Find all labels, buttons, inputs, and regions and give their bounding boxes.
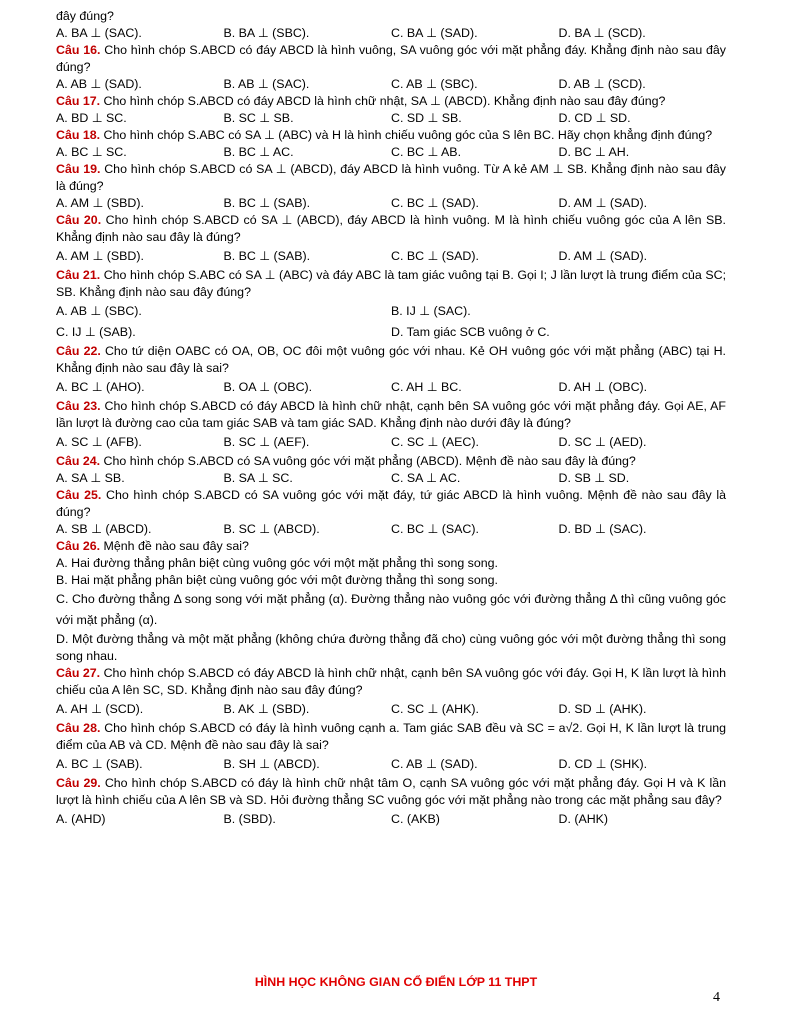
answer-options xyxy=(56,25,726,42)
option-c: C. SC ⊥ (AHK). xyxy=(391,702,479,716)
answer-options xyxy=(56,432,726,453)
option-c: C. BA ⊥ (SAD). xyxy=(391,26,478,40)
option-b: B. OA ⊥ (OBC). xyxy=(223,380,313,394)
question-text: Mệnh đề nào sau đây sai? xyxy=(103,539,249,553)
option-d: D. AB ⊥ (SCD). xyxy=(558,77,646,91)
option-c: C. BC ⊥ (SAC). xyxy=(391,522,479,536)
answer-options xyxy=(56,110,726,127)
question-18 xyxy=(56,127,726,144)
question-27 xyxy=(56,665,726,699)
answer-options xyxy=(56,699,726,720)
answer-options xyxy=(56,301,726,322)
statement-d: D. Một đường thẳng và một mặt phẳng (không chứa đường thẳng đã cho) cùng vuông góc với một đường thẳng thì song song nhau. xyxy=(56,632,726,663)
option-c: C. AB ⊥ (SAD). xyxy=(391,757,478,771)
option-c: C. AB ⊥ (SBC). xyxy=(391,77,478,91)
question-label: Câu 20. xyxy=(56,213,102,227)
statement-b: B. Hai mặt phẳng phân biệt cùng vuông góc với một đường thẳng thì song song. xyxy=(56,573,498,587)
option-d: D. AM ⊥ (SAD). xyxy=(558,196,648,210)
option-d: D. AM ⊥ (SAD). xyxy=(558,249,648,263)
option-a: A. AH ⊥ (SCD). xyxy=(56,702,144,716)
question-label: Câu 29. xyxy=(56,776,101,790)
question-label: Câu 25. xyxy=(56,488,102,502)
option-a: A. SB ⊥ (ABCD). xyxy=(56,522,152,536)
statement-a: A. Hai đường thẳng phân biệt cùng vuông góc với một mặt phẳng thì song song. xyxy=(56,556,498,570)
answer-options xyxy=(56,144,726,161)
answer-options xyxy=(56,246,726,267)
option-a: A. SA ⊥ SB. xyxy=(56,471,125,485)
question-23 xyxy=(56,398,726,432)
question-text: Cho hình chóp S.ABC có SA ⊥ (ABC) và H là hình chiếu vuông góc của S lên BC. Hãy chọn khẳng định đúng? xyxy=(103,128,713,142)
question-label: Câu 24. xyxy=(56,454,101,468)
question-19 xyxy=(56,161,726,195)
question-text: Cho hình chóp S.ABCD có SA ⊥ (ABCD), đáy ABCD là hình vuông. M là hình chiếu vuông góc của A lên SB. Khẳng định nào sau đây là đúng? xyxy=(56,213,726,244)
option-b: B. SA ⊥ SC. xyxy=(223,471,293,485)
footer-title: HÌNH HỌC KHÔNG GIAN CỔ ĐIỂN LỚP 11 THPT xyxy=(254,975,538,989)
question-text: Cho hình chóp S.ABCD có SA vuông góc với mặt phẳng (ABCD). Mệnh đề nào sau đây là đúng? xyxy=(103,454,636,468)
question-21 xyxy=(56,267,726,301)
question-label: Câu 16. xyxy=(56,43,101,57)
question-text: Cho hình chóp S.ABCD có đáy ABCD là hình chữ nhật, cạnh bên SA vuông góc với mặt phẳng đáy. Gọi AE, AF lần lượt là đường cao của tam giác SAB và tam giác SAD. Khẳng định nào dưới đây là đúng? xyxy=(56,399,726,430)
option-c: C. BC ⊥ (SAD). xyxy=(391,249,479,263)
option-d: D. (AHK) xyxy=(558,812,609,826)
page-number: 4 xyxy=(713,990,720,1005)
option-a: A. BC ⊥ (AHO). xyxy=(56,380,145,394)
option-d: D. SD ⊥ (AHK). xyxy=(558,702,647,716)
option-a: A. SC ⊥ (AFB). xyxy=(56,435,142,449)
option-b: B. BC ⊥ (SAB). xyxy=(223,249,311,263)
question-24 xyxy=(56,453,726,470)
exercise-page xyxy=(56,8,726,830)
question-label: Câu 26. xyxy=(56,539,101,553)
option-d: D. SB ⊥ SD. xyxy=(558,471,630,485)
answer-options xyxy=(56,322,726,343)
option-b: B. SC ⊥ (AEF). xyxy=(223,435,310,449)
option-d: D. CD ⊥ (SHK). xyxy=(558,757,648,771)
answer-options xyxy=(56,754,726,775)
question-26 xyxy=(56,538,726,555)
option-d: D. AH ⊥ (OBC). xyxy=(558,380,648,394)
option-a: A. BA ⊥ (SAC). xyxy=(56,26,142,40)
question-text: Cho hình chóp S.ABCD có đáy ABCD là hình chữ nhật, cạnh bên SA vuông góc với đáy. Gọi H, K lần lượt là hình chiếu của A lên SC, SD. Khẳng định nào sau đây đúng? xyxy=(56,666,727,697)
option-d: D. CD ⊥ SD. xyxy=(558,111,631,125)
question-label: Câu 23. xyxy=(56,399,101,413)
question-text: Cho hình chóp S.ABCD có đáy là hình chữ nhật tâm O, cạnh SA vuông góc với mặt phẳng đáy. Gọi H và K lần lượt là hình chiếu của A lên SB và SD. Hỏi đường thẳng SC vuông góc với mặt phẳng nào trong các mặt phẳng sau đây? xyxy=(56,776,726,807)
option-a: A. BC ⊥ (SAB). xyxy=(56,757,143,771)
question-label: Câu 19. xyxy=(56,162,101,176)
question-text: Cho hình chóp S.ABCD có SA vuông góc với mặt đáy, tứ giác ABCD là hình vuông. Mệnh đề nào sau đây là đúng? xyxy=(56,488,726,519)
option-c: C. AH ⊥ BC. xyxy=(391,380,462,394)
option-c: C. SA ⊥ AC. xyxy=(391,471,461,485)
option-a: A. BD ⊥ SC. xyxy=(56,111,127,125)
option-b: B. AK ⊥ (SBD). xyxy=(223,702,310,716)
question-16 xyxy=(56,42,726,76)
option-d: D. BD ⊥ (SAC). xyxy=(558,522,647,536)
option-d: D. SC ⊥ (AED). xyxy=(558,435,647,449)
question-text: Cho tứ diện OABC có OA, OB, OC đôi một vuông góc với nhau. Kẻ OH vuông góc với mặt phẳng (ABC) tại H. Khẳng định nào sau đây là sai? xyxy=(56,344,726,375)
option-a: A. AB ⊥ (SBC). xyxy=(56,304,142,318)
answer-options xyxy=(56,377,726,398)
option-a: A. (AHD) xyxy=(56,812,106,826)
option-b: B. BA ⊥ (SBC). xyxy=(223,26,310,40)
answer-options xyxy=(56,470,726,487)
option-b: B. IJ ⊥ (SAC). xyxy=(391,304,471,318)
answer-options xyxy=(56,195,726,212)
option-a: A. BC ⊥ SC. xyxy=(56,145,127,159)
option-d: D. Tam giác SCB vuông ở C. xyxy=(391,325,550,339)
question-29 xyxy=(56,775,726,809)
question-28 xyxy=(56,720,726,754)
question-label: Câu 17. xyxy=(56,94,101,108)
question-label: Câu 18. xyxy=(56,128,101,142)
question-text: đây đúng? xyxy=(56,9,114,23)
option-c: C. (AKB) xyxy=(391,812,440,826)
option-a: A. AM ⊥ (SBD). xyxy=(56,249,144,263)
question-text: Cho hình chóp S.ABCD có SA ⊥ (ABCD), đáy ABCD là hình vuông. Từ A kẻ AM ⊥ SB. Khẳng định nào sau đây là đúng? xyxy=(56,162,726,193)
option-a: A. AM ⊥ (SBD). xyxy=(56,196,144,210)
question-text: Cho hình chóp S.ABCD có đáy ABCD là hình chữ nhật, SA ⊥ (ABCD). Khẳng định nào sau đây đúng? xyxy=(103,94,666,108)
option-b: B. SH ⊥ (ABCD). xyxy=(223,757,320,771)
option-c: C. BC ⊥ AB. xyxy=(391,145,462,159)
question-25 xyxy=(56,487,726,521)
option-c: C. SD ⊥ SB. xyxy=(391,111,462,125)
answer-options xyxy=(56,521,726,538)
option-d: D. BC ⊥ AH. xyxy=(558,145,630,159)
question-text: Cho hình chóp S.ABC có SA ⊥ (ABC) và đáy ABC là tam giác vuông tại B. Gọi I; J lần lượt là trung điểm của SC; SB. Khẳng định nào sau đây đúng? xyxy=(56,268,727,299)
option-b: B. BC ⊥ (SAB). xyxy=(223,196,311,210)
option-a: A. AB ⊥ (SAD). xyxy=(56,77,142,91)
question-label: Câu 22. xyxy=(56,344,101,358)
option-b: B. BC ⊥ AC. xyxy=(223,145,294,159)
question-22 xyxy=(56,343,726,377)
option-b: B. AB ⊥ (SAC). xyxy=(223,77,310,91)
question-label: Câu 28. xyxy=(56,721,101,735)
answer-options xyxy=(56,76,726,93)
statement-c: C. Cho đường thẳng Δ song song với mặt phẳng (α). Đường thẳng nào vuông góc với đường thẳng Δ thì cũng vuông góc với mặt phẳng (α). xyxy=(56,592,726,627)
question-20 xyxy=(56,212,726,246)
question-label: Câu 27. xyxy=(56,666,101,680)
option-c: C. IJ ⊥ (SAB). xyxy=(56,325,136,339)
answer-options xyxy=(56,809,726,830)
question-text: Cho hình chóp S.ABCD có đáy là hình vuông cạnh a. Tam giác SAB đều và SC = a√2. Gọi H, K lần lượt là trung điểm của AB và CD. Mệnh đề nào sau đây là sai? xyxy=(56,721,726,752)
question-label: Câu 21. xyxy=(56,268,101,282)
question-17 xyxy=(56,93,726,110)
option-c: C. SC ⊥ (AEC). xyxy=(391,435,479,449)
option-d: D. BA ⊥ (SCD). xyxy=(558,26,646,40)
option-b: B. (SBD). xyxy=(223,812,276,826)
option-c: C. BC ⊥ (SAD). xyxy=(391,196,479,210)
question-text: Cho hình chóp S.ABCD có đáy ABCD là hình vuông, SA vuông góc với mặt phẳng đáy. Khẳng định nào sau đây đúng? xyxy=(56,43,726,74)
option-b: B. SC ⊥ SB. xyxy=(223,111,294,125)
option-b: B. SC ⊥ (ABCD). xyxy=(223,522,320,536)
